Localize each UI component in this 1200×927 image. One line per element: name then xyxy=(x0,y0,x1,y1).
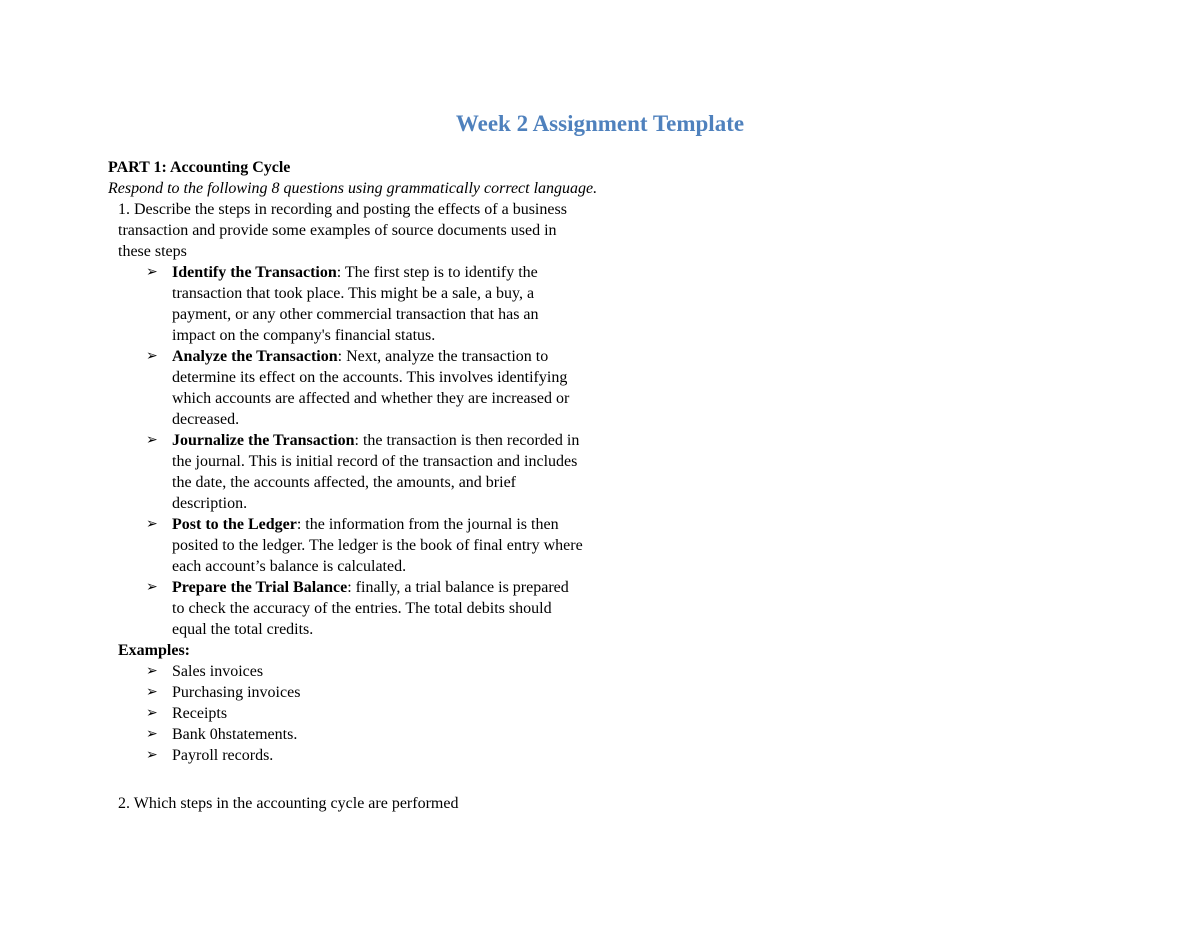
part1-heading: PART 1: Accounting Cycle xyxy=(108,159,291,176)
arrowhead-bullet-icon: ➢ xyxy=(146,684,158,700)
step-list xyxy=(146,262,808,640)
examples-list xyxy=(146,661,808,766)
arrowhead-bullet-icon: ➢ xyxy=(146,705,158,721)
step-text: : Next, analyze the transaction to determine its effect on the accounts. This involves identifying which accounts are affected and whether they are increased or decreased. xyxy=(172,348,570,428)
step-name: Analyze the Transaction xyxy=(172,348,338,365)
arrowhead-bullet-icon: ➢ xyxy=(146,432,158,448)
list-item xyxy=(146,745,808,766)
arrowhead-bullet-icon: ➢ xyxy=(146,516,158,532)
question-1: 1. Describe the steps in recording and posting the effects of a business transaction and provide some examples of source documents used in these steps xyxy=(118,201,567,260)
step-name: Identify the Transaction xyxy=(172,264,337,281)
list-item xyxy=(146,514,584,577)
page-title: Week 2 Assignment Template xyxy=(455,111,745,136)
step-text: : the transaction is then recorded in the journal. This is initial record of the transaction and includes the date, the accounts affected, the amounts, and brief description. xyxy=(172,432,580,512)
list-item xyxy=(146,430,584,514)
example-text: Receipts xyxy=(172,705,228,722)
list-item xyxy=(146,661,808,682)
step-name: Journalize the Transaction xyxy=(172,432,355,449)
list-item xyxy=(146,682,808,703)
step-text: : The first step is to identify the transaction that took place. This might be a sale, a buy, a payment, or any other commercial transaction that has an impact on the company's financial status. xyxy=(172,264,539,344)
list-item xyxy=(146,262,584,346)
arrowhead-bullet-icon: ➢ xyxy=(146,264,158,280)
part1-instructions: Respond to the following 8 questions using grammatically correct language. xyxy=(108,180,598,197)
list-item xyxy=(146,724,808,745)
step-text: : finally, a trial balance is prepared to check the accuracy of the entries. The total debits should equal the total credits. xyxy=(172,579,569,638)
step-name: Post to the Ledger xyxy=(172,516,297,533)
arrowhead-bullet-icon: ➢ xyxy=(146,579,158,595)
list-item xyxy=(146,577,584,640)
example-text: Payroll records. xyxy=(172,747,274,764)
arrowhead-bullet-icon: ➢ xyxy=(146,663,158,679)
list-item xyxy=(146,346,584,430)
example-text: Bank 0hstatements. xyxy=(172,726,298,743)
question-2: 2. Which steps in the accounting cycle are performed xyxy=(118,795,459,812)
examples-heading: Examples: xyxy=(118,642,190,659)
arrowhead-bullet-icon: ➢ xyxy=(146,348,158,364)
step-name: Prepare the Trial Balance xyxy=(172,579,348,596)
arrowhead-bullet-icon: ➢ xyxy=(146,747,158,763)
list-item xyxy=(146,703,808,724)
arrowhead-bullet-icon: ➢ xyxy=(146,726,158,742)
example-text: Sales invoices xyxy=(172,663,264,680)
document-body xyxy=(108,157,808,814)
example-text: Purchasing invoices xyxy=(172,684,301,701)
step-text: : the information from the journal is then posited to the ledger. The ledger is the book of final entry where each account’s balance is calculated. xyxy=(172,516,583,575)
